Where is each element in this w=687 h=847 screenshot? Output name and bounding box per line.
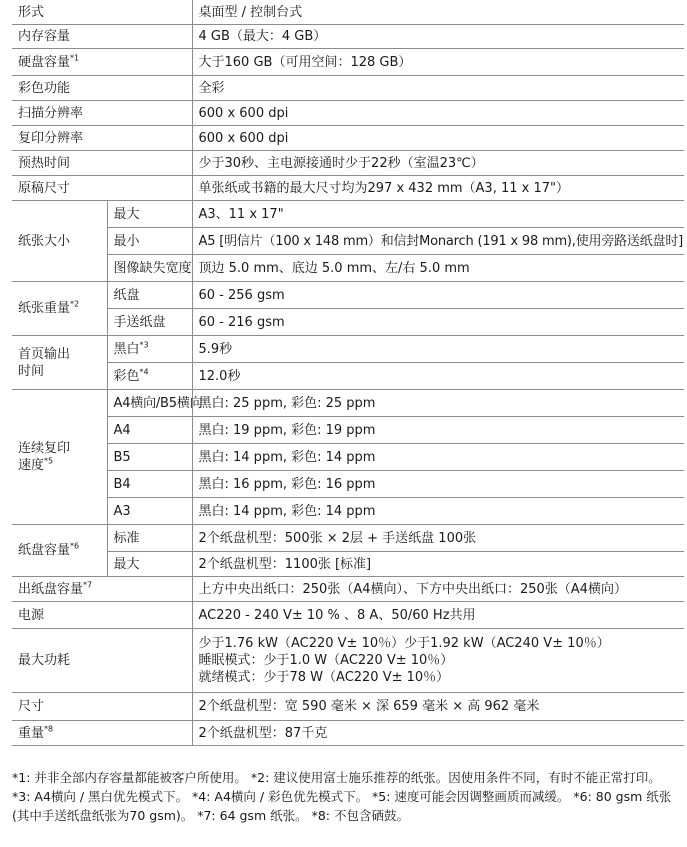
sublabel-speed-2: B5	[107, 444, 192, 471]
value-copy-res: 600 x 600 dpi	[192, 126, 684, 151]
row-first-copy-color	[12, 363, 684, 390]
label-hdd	[12, 49, 192, 76]
row-image-loss	[12, 255, 684, 282]
label-paper-weight-text: 纸张重量	[18, 301, 71, 316]
label-speed-line1: 连续复印	[18, 441, 71, 456]
value-consumption	[192, 629, 684, 693]
sublabel-speed-1: A4	[107, 417, 192, 444]
sublabel-speed-3: B4	[107, 471, 192, 498]
label-consumption: 最大功耗	[12, 629, 192, 693]
label-copy-res: 复印分辨率	[12, 126, 192, 151]
row-copy-res	[12, 126, 684, 151]
value-speed-0: 黑白: 25 ppm, 彩色: 25 ppm	[192, 390, 684, 417]
sublabel-speed-0: A4横向/B5横向	[107, 390, 192, 417]
footnote-mark-5: *5	[44, 456, 54, 466]
footnote-mark-8: *8	[44, 724, 54, 734]
value-paper-weight-tray: 60 - 256 gsm	[192, 282, 684, 309]
label-power: 电源	[12, 602, 192, 629]
value-warmup: 少于30秒、主电源接通时少于22秒（室温23℃）	[192, 151, 684, 176]
row-output	[12, 577, 684, 602]
label-scan-res: 扫描分辨率	[12, 101, 192, 126]
value-original: 单张纸或书籍的最大尺寸均为297 x 432 mm（A3, 11 x 17"）	[192, 176, 684, 201]
sublabel-tray-capacity-max: 最大	[107, 552, 192, 577]
row-paper-weight-bypass	[12, 309, 684, 336]
label-first-copy-line2: 时间	[18, 363, 45, 379]
label-dimensions: 尺寸	[12, 693, 192, 721]
value-tray-capacity-max: 2个纸盘机型：1100张 [标准]	[192, 552, 684, 577]
row-first-copy-bw	[12, 336, 684, 363]
value-scan-res: 600 x 600 dpi	[192, 101, 684, 126]
value-speed-3: 黑白: 16 ppm, 彩色: 16 ppm	[192, 471, 684, 498]
row-speed-1	[12, 417, 684, 444]
label-paper-weight	[12, 282, 107, 336]
value-output: 上方中央出纸口：250张（A4横向）、下方中央出纸口：250张（A4横向）	[192, 577, 684, 602]
value-tray-capacity-std: 2个纸盘机型：500张 × 2层 + 手送纸盘 100张	[192, 525, 684, 552]
value-power: AC220 - 240 V± 10 % 、8 A、50/60 Hz共用	[192, 602, 684, 629]
sublabel-first-copy-bw-text: 黑白	[113, 341, 140, 357]
label-hdd-text: 硬盘容量	[18, 54, 71, 70]
sublabel-speed-4: A3	[107, 498, 192, 525]
sublabel-tray-capacity-std: 标准	[107, 525, 192, 552]
row-consumption	[12, 629, 684, 693]
value-speed-2: 黑白: 14 ppm, 彩色: 14 ppm	[192, 444, 684, 471]
sublabel-paper-size-min: 最小	[107, 228, 192, 255]
row-scan-res	[12, 101, 684, 126]
value-consumption-line1: 少于1.76 kW（AC220 V± 10％）少于1.92 kW（AC240 V± 10％）	[198, 636, 610, 651]
label-output	[12, 577, 192, 602]
row-memory	[12, 25, 684, 49]
value-consumption-line3: 就绪模式：少于78 W（AC220 V± 10％）	[198, 670, 450, 685]
footnote-mark-2: *2	[70, 299, 80, 309]
row-hdd	[12, 49, 684, 76]
row-speed-4	[12, 498, 684, 525]
row-form	[12, 0, 684, 25]
value-color: 全彩	[192, 76, 684, 101]
row-original	[12, 176, 684, 201]
row-warmup	[12, 151, 684, 176]
label-first-copy-line1: 首页输出	[18, 346, 71, 362]
row-dimensions	[12, 693, 684, 721]
row-color	[12, 76, 684, 101]
footnote-mark-1: *1	[70, 53, 80, 63]
value-consumption-line2: 睡眠模式：少于1.0 W（AC220 V± 10％）	[198, 653, 454, 668]
sublabel-image-loss: 图像缺失宽度	[107, 255, 192, 282]
footnote-mark-4: *4	[139, 367, 149, 377]
row-paper-weight-tray	[12, 282, 684, 309]
label-tray-capacity-text: 纸盘容量	[18, 543, 71, 558]
sublabel-first-copy-color	[107, 363, 192, 390]
sublabel-paper-weight-bypass: 手送纸盘	[107, 309, 192, 336]
value-image-loss: 顶边 5.0 mm、底边 5.0 mm、左/右 5.0 mm	[192, 255, 684, 282]
sublabel-first-copy-color-text: 彩色	[113, 368, 140, 384]
label-speed	[12, 390, 107, 525]
spec-table	[12, 0, 684, 746]
row-speed-3	[12, 471, 684, 498]
row-tray-capacity-max	[12, 552, 684, 577]
label-weight	[12, 721, 192, 746]
spec-sheet	[12, 0, 684, 746]
sublabel-first-copy-bw	[107, 336, 192, 363]
footnote-mark-3: *3	[139, 340, 149, 350]
value-paper-size-min: A5 [明信片（100 x 148 mm）和信封Monarch (191 x 98 mm),使用旁路送纸盘时]	[192, 228, 684, 255]
row-weight	[12, 721, 684, 746]
label-first-copy	[12, 336, 107, 390]
footnotes: *1: 并非全部内存容量都能被客户所使用。 *2: 建议使用富士施乐推荐的纸张。因使用条件不同，有时不能正常打印。 *3: A4横向 / 黑白优先模式下。 *4: A4横向 / 彩色优先模式下。 *5: 速度可能会因调整画质而减缓。 *6: 80 gsm 纸张(其中手送纸盘纸张为70 gsm)。 *7: 64 gsm 纸张。 *8: 不包含硒鼓。	[12, 770, 672, 823]
row-tray-capacity-std	[12, 525, 684, 552]
label-original: 原稿尺寸	[12, 176, 192, 201]
label-tray-capacity	[12, 525, 107, 577]
footnote-mark-7: *7	[83, 580, 93, 590]
row-speed-2	[12, 444, 684, 471]
sublabel-paper-weight-tray: 纸盘	[107, 282, 192, 309]
value-speed-4: 黑白: 14 ppm, 彩色: 14 ppm	[192, 498, 684, 525]
value-hdd: 大于160 GB（可用空间：128 GB）	[192, 49, 684, 76]
label-output-text: 出纸盘容量	[18, 581, 84, 597]
value-paper-size-max: A3、11 x 17"	[192, 201, 684, 228]
value-speed-1: 黑白: 19 ppm, 彩色: 19 ppm	[192, 417, 684, 444]
row-power	[12, 602, 684, 629]
label-color: 彩色功能	[12, 76, 192, 101]
row-paper-size-max	[12, 201, 684, 228]
value-first-copy-color: 12.0秒	[192, 363, 684, 390]
value-weight: 2个纸盘机型：87千克	[192, 721, 684, 746]
row-paper-size-min	[12, 228, 684, 255]
label-memory: 内存容量	[12, 25, 192, 49]
value-first-copy-bw: 5.9秒	[192, 336, 684, 363]
value-paper-weight-bypass: 60 - 216 gsm	[192, 309, 684, 336]
label-weight-text: 重量	[18, 725, 45, 741]
value-form: 桌面型 / 控制台式	[192, 0, 684, 25]
label-warmup: 预热时间	[12, 151, 192, 176]
value-memory: 4 GB（最大：4 GB）	[192, 25, 684, 49]
sublabel-paper-size-max: 最大	[107, 201, 192, 228]
value-dimensions: 2个纸盘机型：宽 590 毫米 × 深 659 毫米 × 高 962 毫米	[192, 693, 684, 721]
footnote-mark-6: *6	[70, 541, 80, 551]
label-paper-size: 纸张大小	[12, 201, 107, 282]
label-form: 形式	[12, 0, 192, 25]
row-speed-0	[12, 390, 684, 417]
label-speed-line2: 速度	[18, 458, 45, 473]
